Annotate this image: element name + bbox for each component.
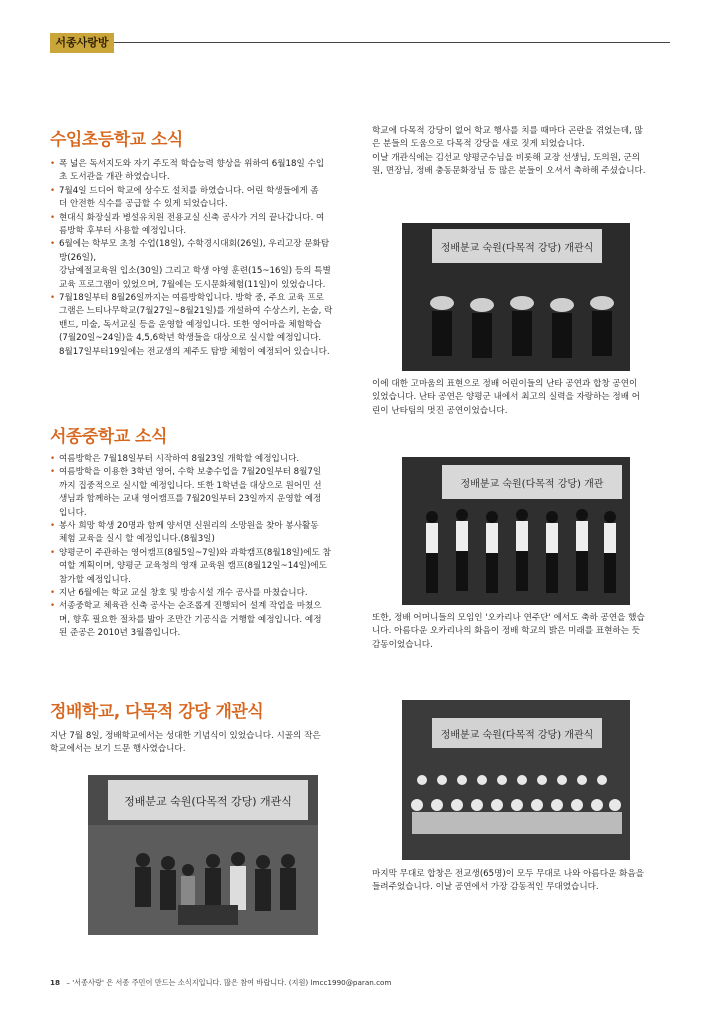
list-item: • 6월에는 학부모 초청 수업(18일), 수학경시대회(26일), 우리고장 문화탐 xyxy=(50,238,352,251)
header-divider xyxy=(114,42,670,43)
svg-text:정배분교 숙원(다목적 강당) 개관식: 정배분교 숙원(다목적 강당) 개관식 xyxy=(440,730,594,741)
page-number: 18 xyxy=(50,978,61,987)
list-item: • 7월18일부터 8월26일까지는 여름방학입니다. 방학 중, 주요 교육 프로 xyxy=(50,292,352,305)
list-item-continued: 생님과 함께하는 교내 영어캠프를 7월20일부터 23일까지 운영할 예정 xyxy=(59,494,322,505)
list-item: • 7월4일 드디어 학교에 상수도 설치를 하였습니다. 어린 학생들에게 좀 xyxy=(50,185,352,198)
text-line: 들려주었습니다. 이날 공연에서 가장 감동적인 무대였습니다. xyxy=(372,882,599,893)
list-item: • 현대식 화장실과 병설유치원 전용교실 신축 공사가 거의 끝나갑니다. 여 xyxy=(50,212,352,225)
list-item-continued: 된 준공은 2010년 3월쯤입니다. xyxy=(59,628,181,639)
section-title: 정배학교, 다목적 강당 개관식 xyxy=(50,702,264,722)
hall-paragraph-3 xyxy=(372,612,672,652)
text-line: 있었습니다. 난타 공연은 양평군 내에서 최고의 실력을 자랑하는 정배 어 xyxy=(372,392,641,403)
text-line: 이날 개관식에는 김선교 양평군수님을 비롯해 교장 선생님, 도의원, 군의 xyxy=(372,152,641,163)
svg-text:정배분교 숙원(다목적 강당) 개관: 정배분교 숙원(다목적 강당) 개관 xyxy=(460,479,604,490)
list-item-continued: 름방학 후부터 사용할 예정입니다. xyxy=(59,226,187,237)
section-title: 서종중학교 소식 xyxy=(50,427,167,447)
list-item-continued: 입니다. xyxy=(59,507,87,518)
footer-text: – '서종사랑' 은 서종 주민이 만드는 소식지입니다. 많은 참여 바랍니다. (지원) lmcc1990@paran.com xyxy=(66,978,392,987)
choir-performance-photo xyxy=(402,700,630,860)
hall-paragraph-1 xyxy=(372,125,672,179)
list-item: • 봉사 희망 학생 20명과 함께 양서면 신원리의 소망원을 찾아 봉사활동 xyxy=(50,520,352,533)
list-item-continued: 여할 계획이며, 양평군 교육청의 영재 교육원 캠프(8월12일~14일)에도 xyxy=(59,561,327,572)
text-line: 지난 7월 8일, 정배학교에서는 성대한 기념식이 있었습니다. 시골의 작은 xyxy=(50,731,321,741)
text-line: 학교에서는 보기 드문 행사였습니다. xyxy=(50,744,186,755)
list-item-continued: 방(26일), xyxy=(59,252,96,263)
list-item-continued: 며, 향후 필요한 절차를 밟아 조만간 기공식을 거행할 예정입니다. 예정 xyxy=(59,614,322,625)
ceremony-photo xyxy=(88,775,318,935)
section-suip-elementary xyxy=(50,125,352,359)
nanta-performance-photo xyxy=(402,223,630,371)
section-seojong-middle xyxy=(50,422,352,641)
ocarina-performance-photo xyxy=(402,457,630,605)
list-item-continued: 8월17일부터19일에는 전교생의 제주도 탐방 체험이 예정되어 있습니다. xyxy=(59,346,330,357)
text-line: 은 분들의 도움으로 다목적 강당을 새로 짓게 되었습니다. xyxy=(372,139,585,150)
text-line: 학교에 다목적 강당이 없어 학교 행사를 치를 때마다 곤란을 겪었는데, 많 xyxy=(372,126,643,136)
hall-paragraph-4 xyxy=(372,868,672,895)
text-line: 니다. 아름다운 오카리나의 화음이 정배 학교의 밝은 미래를 표현하는 듯 xyxy=(372,626,641,637)
section-title: 수입초등학교 소식 xyxy=(50,130,183,150)
list-item-continued: (7월20일~24일)을 4,5,6학년 학생들을 대상으로 실시할 예정입니다. xyxy=(59,333,322,344)
list-item-continued: 강남예절교육원 입소(30일) 그리고 학생 야영 훈련(15~16일) 등의 특별 xyxy=(59,266,331,277)
list-item-continued: 그램은 느티나무학교(7월27일~8월21일)를 개설하여 수상스키, 논술, 락 xyxy=(59,306,333,317)
list-item: • 지난 6월에는 학교 교실 창호 및 방송시설 개수 공사를 마쳤습니다. xyxy=(50,587,352,600)
list-item: • 서종중학교 체육관 신축 공사는 순조롭게 진행되어 설계 작업을 마쳤으 xyxy=(50,600,352,613)
section-tab: 서종사랑방 xyxy=(50,33,114,53)
list-item-continued: 까지 집중적으로 실시할 예정입니다. 또한 1학년을 대상으로 원어민 선 xyxy=(59,480,322,491)
text-line: 감동이었습니다. xyxy=(372,639,433,650)
list-item: • 양평군이 주관하는 영어캠프(8월5일~7일)와 과학캠프(8월18일)에도 참 xyxy=(50,547,352,560)
list-item-continued: 밴드, 미술, 독서교실 등을 운영할 예정입니다. 또한 영어마을 체험학습 xyxy=(59,319,322,330)
text-line: 원, 면장님, 정배 충동문화장님 등 많은 분들이 오셔서 축하해 주셨습니다. xyxy=(372,166,646,177)
list-item-continued: 참가할 예정입니다. xyxy=(59,574,131,585)
section-jeongbae-hall xyxy=(50,697,352,757)
svg-text:정배분교 숙원(다목적 강당) 개관식: 정배분교 숙원(다목적 강당) 개관식 xyxy=(440,243,594,254)
list-item: • 폭 넓은 독서지도와 자기 주도적 학습능력 향상을 위하여 6월18일 수입 xyxy=(50,158,352,171)
list-item-continued: 체험 교육을 실시 할 예정입니다.(8월3일) xyxy=(59,534,215,545)
page-footer xyxy=(50,978,391,988)
list-item-continued: 교육 프로그램이 있었으며, 7월에는 도시문화체험(11일)이 있었습니다. xyxy=(59,279,326,290)
list-item-continued: 더 안전한 식수를 공급할 수 있게 되었습니다. xyxy=(59,199,228,210)
list-item: • 여름방학은 7월18일부터 시작하여 8월23일 개학할 예정입니다. xyxy=(50,453,352,466)
list-item: • 여름방학을 이용한 3학년 영어, 수학 보충수업을 7월20일부터 8월7일 xyxy=(50,466,352,479)
text-line: 또한, 정배 어머니들의 모임인 '오카리나 연주단' 에서도 축하 공연을 했습 xyxy=(372,613,645,623)
news-list xyxy=(50,453,352,641)
text-line: 이에 대한 고마움의 표현으로 정배 어린이들의 난타 공연과 합창 공연이 xyxy=(372,379,638,389)
text-line: 마지막 무대로 합창은 전교생(65명)이 모두 무대로 나와 아름다운 화음을 xyxy=(372,869,644,879)
intro-paragraph xyxy=(50,730,352,757)
text-line: 린이 난타팀의 멋진 공연이었습니다. xyxy=(372,405,508,416)
news-list xyxy=(50,158,352,359)
list-item-continued: 초 도서관을 개관 하였습니다. xyxy=(59,172,170,183)
hall-paragraph-2 xyxy=(372,378,672,418)
banner-text: 정배분교 숙원(다목적 강당) 개관식 xyxy=(124,795,292,808)
